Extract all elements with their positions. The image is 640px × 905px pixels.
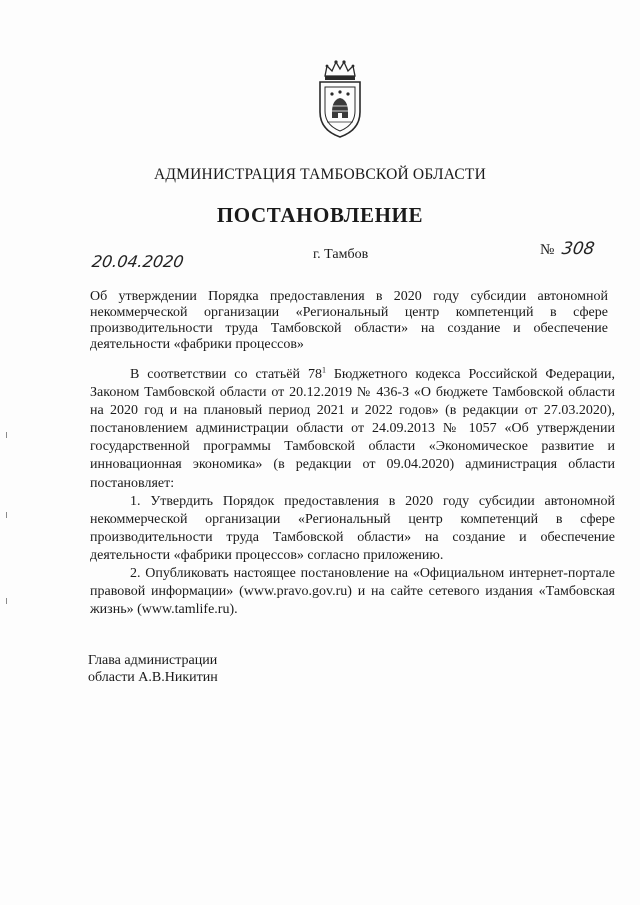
document-subject: Об утверждении Порядка предоставления в 2020 году субсидии автономной некоммерческой организации «Региональный центр компетенций в сфере производительности труда Тамбовской области» на создание и обеспечение деятельности «фабрики процессов»: [90, 289, 608, 352]
organization-name: АДМИНИСТРАЦИЯ ТАМБОВСКОЙ ОБЛАСТИ: [154, 166, 486, 183]
preamble-text-b: Бюджетного кодекса Российской Федерации, Законом Тамбовской области от 20.12.2019 № 436-З «О бюджете Тамбовской области на 2020 год и на плановый период 2021 и 2022 годов» (в редакции от 27.03.2020), постановлением администрации области от 24.09.2013 № 1057 «Об утверждении государственной программы Тамбовской области «Экономическое развитие и инновационная экономика» (в редакции от 09.04.2020) администрация области постановляет:: [90, 367, 615, 491]
scan-margin-mark: [6, 598, 7, 604]
document-number-label: №: [540, 242, 555, 258]
preamble-paragraph: [90, 366, 615, 493]
document-type-title: ПОСТАНОВЛЕНИЕ: [216, 203, 424, 227]
document-body: [90, 366, 615, 619]
signature-line-1: Глава администрации: [88, 653, 218, 668]
document-number: 308: [560, 239, 596, 259]
document-date: 20.04.2020: [90, 252, 185, 271]
preamble-superscript: 1: [321, 365, 326, 375]
signature-line-2: области А.В.Никитин: [88, 670, 218, 685]
scan-margin-mark: [6, 512, 7, 518]
decree-item-1: 1. Утвердить Порядок предоставления в 2020 году субсидии автономной некоммерческой организации «Региональный центр компетенций в сфере производительности труда Тамбовской области» на создание и обеспечение деятельности «фабрики процессов» согласно приложению.: [90, 493, 615, 563]
document-city: г. Тамбов: [313, 247, 369, 262]
signature-block: [88, 652, 218, 686]
preamble-text-a: В соответствии со статьёй 78: [130, 367, 322, 382]
decree-item-2: 2. Опубликовать настоящее постановление на «Официальном интернет-портале правовой информации» (www.pravo.gov.ru) и на сайте сетевого издания «Тамбовская жизнь» (www.tamlife.ru).: [90, 566, 615, 618]
scan-margin-mark: [6, 432, 7, 438]
coat-of-arms-icon: [315, 58, 365, 140]
